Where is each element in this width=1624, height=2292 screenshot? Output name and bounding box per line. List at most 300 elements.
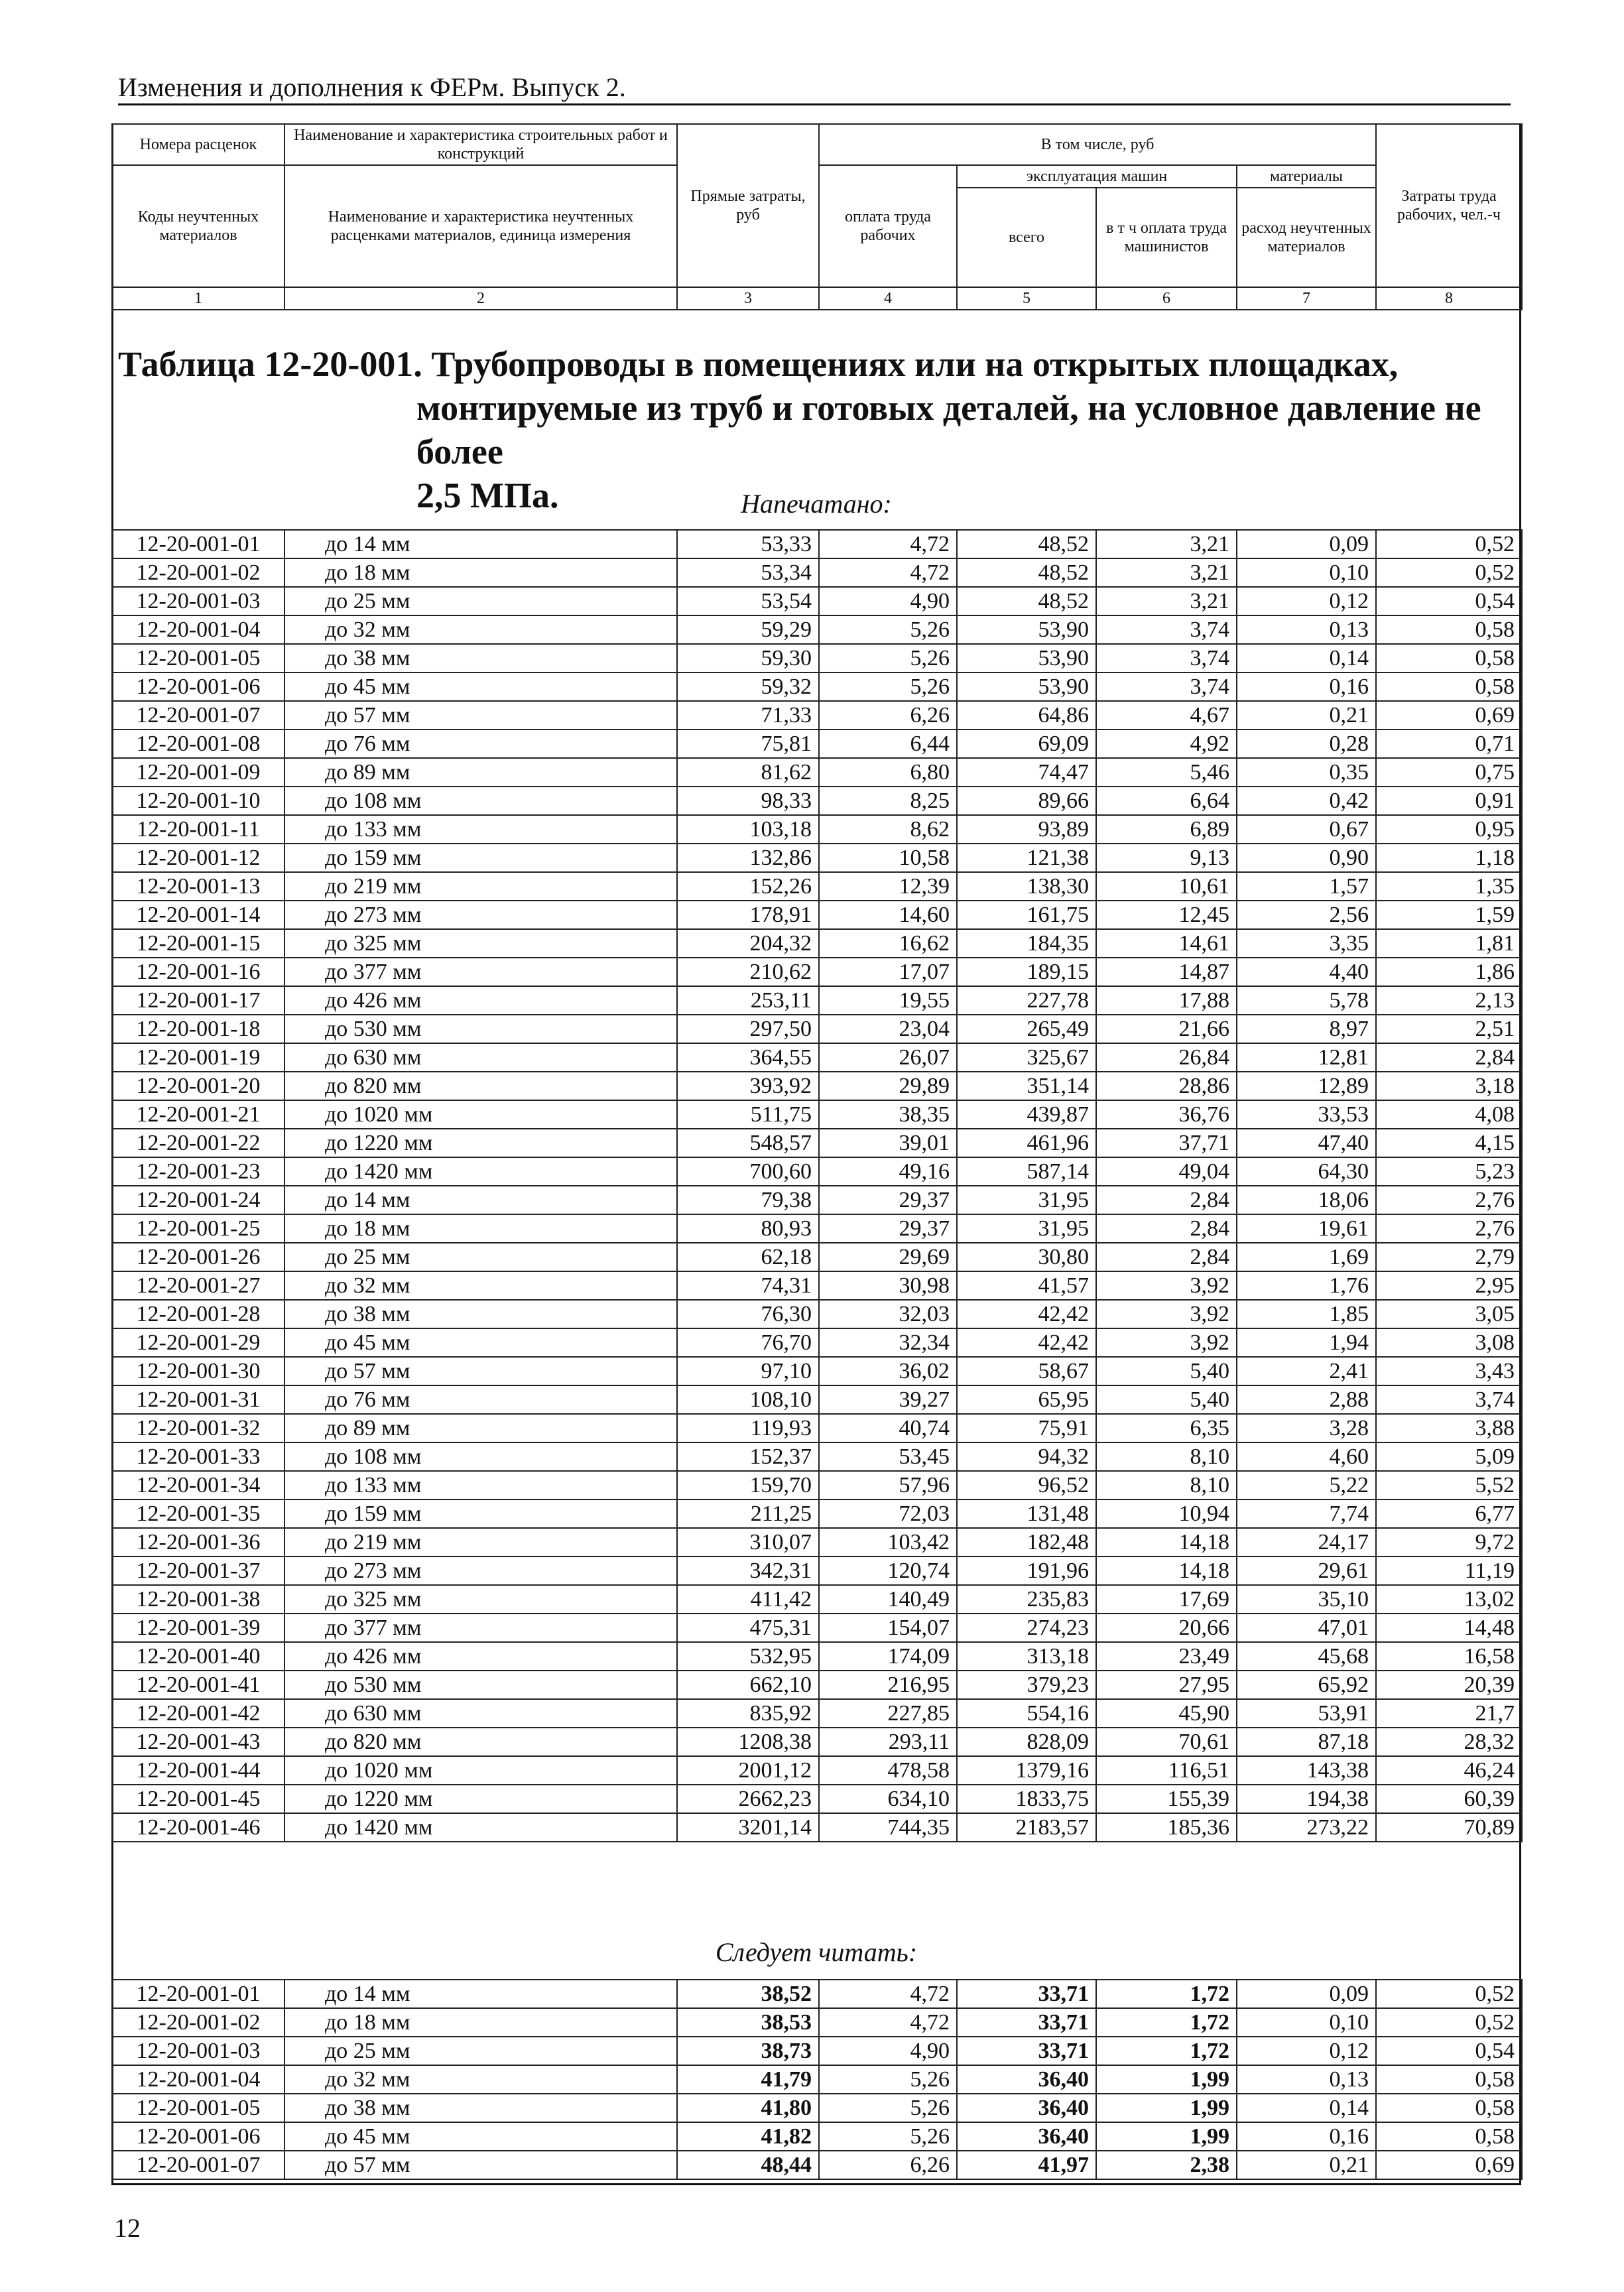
rate-code-cell: 12-20-001-31 — [112, 1385, 284, 1414]
value-cell: 154,07 — [819, 1614, 957, 1642]
value-cell: 5,26 — [819, 2094, 957, 2122]
value-cell: 16,58 — [1376, 1642, 1522, 1671]
value-cell: 9,13 — [1096, 844, 1237, 872]
value-cell: 0,75 — [1376, 758, 1522, 787]
value-cell: 81,62 — [677, 758, 819, 787]
value-cell: 0,16 — [1237, 2122, 1376, 2151]
description-cell: до 630 мм — [284, 1043, 677, 1072]
value-cell: 6,44 — [819, 730, 957, 758]
value-cell: 0,10 — [1237, 2008, 1376, 2037]
column-number-row — [112, 287, 1522, 310]
rate-code-cell: 12-20-001-09 — [112, 758, 284, 787]
value-cell: 5,26 — [819, 672, 957, 701]
col-number: 5 — [957, 287, 1096, 310]
value-cell: 1,59 — [1376, 901, 1522, 929]
value-cell: 48,44 — [677, 2151, 819, 2179]
value-cell: 9,72 — [1376, 1528, 1522, 1557]
description-cell: до 377 мм — [284, 1614, 677, 1642]
value-cell: 29,69 — [819, 1243, 957, 1271]
value-cell: 4,72 — [819, 2008, 957, 2037]
value-cell: 6,77 — [1376, 1499, 1522, 1528]
rate-code-cell: 12-20-001-37 — [112, 1557, 284, 1585]
value-cell: 253,11 — [677, 986, 819, 1015]
value-cell: 475,31 — [677, 1614, 819, 1642]
value-cell: 8,10 — [1096, 1471, 1237, 1499]
col-number: 3 — [677, 287, 819, 310]
value-cell: 0,13 — [1237, 615, 1376, 644]
value-cell: 71,33 — [677, 701, 819, 730]
corrected-rates-table — [111, 1979, 1523, 2180]
value-cell: 41,82 — [677, 2122, 819, 2151]
value-cell: 57,96 — [819, 1471, 957, 1499]
value-cell: 5,22 — [1237, 1471, 1376, 1499]
table-row — [112, 587, 1522, 615]
value-cell: 3,43 — [1376, 1357, 1522, 1385]
value-cell: 59,32 — [677, 672, 819, 701]
value-cell: 2,38 — [1096, 2151, 1237, 2179]
value-cell: 23,49 — [1096, 1642, 1237, 1671]
description-cell: до 38 мм — [284, 2094, 677, 2122]
value-cell: 3,74 — [1376, 1385, 1522, 1414]
value-cell: 155,39 — [1096, 1785, 1237, 1813]
rate-code-cell: 12-20-001-07 — [112, 2151, 284, 2179]
value-cell: 42,42 — [957, 1328, 1096, 1357]
value-cell: 0,71 — [1376, 730, 1522, 758]
value-cell: 12,81 — [1237, 1043, 1376, 1072]
value-cell: 59,29 — [677, 615, 819, 644]
value-cell: 393,92 — [677, 1072, 819, 1100]
value-cell: 14,18 — [1096, 1557, 1237, 1585]
value-cell: 98,33 — [677, 787, 819, 815]
value-cell: 1,72 — [1096, 1980, 1237, 2008]
value-cell: 119,93 — [677, 1414, 819, 1442]
table-row — [112, 730, 1522, 758]
value-cell: 6,26 — [819, 2151, 957, 2179]
col4-header: оплата труда рабочих — [819, 165, 957, 287]
page-number: 12 — [114, 2213, 141, 2243]
value-cell: 121,38 — [957, 844, 1096, 872]
value-cell: 35,10 — [1237, 1585, 1376, 1614]
value-cell: 108,10 — [677, 1385, 819, 1414]
value-cell: 548,57 — [677, 1129, 819, 1157]
running-header: Изменения и дополнения к ФЕРм. Выпуск 2. — [118, 72, 1511, 105]
value-cell: 0,21 — [1237, 2151, 1376, 2179]
description-cell: до 57 мм — [284, 2151, 677, 2179]
description-cell: до 273 мм — [284, 1557, 677, 1585]
value-cell: 0,52 — [1376, 530, 1522, 558]
value-cell: 70,89 — [1376, 1813, 1522, 1842]
value-cell: 33,71 — [957, 2037, 1096, 2065]
value-cell: 1,35 — [1376, 872, 1522, 901]
value-cell: 0,58 — [1376, 2065, 1522, 2094]
value-cell: 3,21 — [1096, 530, 1237, 558]
rate-code-cell: 12-20-001-41 — [112, 1671, 284, 1699]
rate-code-cell: 12-20-001-42 — [112, 1699, 284, 1728]
value-cell: 185,36 — [1096, 1813, 1237, 1842]
value-cell: 8,62 — [819, 815, 957, 844]
rate-code-cell: 12-20-001-08 — [112, 730, 284, 758]
value-cell: 39,27 — [819, 1385, 957, 1414]
description-cell: до 38 мм — [284, 644, 677, 672]
value-cell: 2,95 — [1376, 1271, 1522, 1300]
value-cell: 828,09 — [957, 1728, 1096, 1756]
rate-code-cell: 12-20-001-17 — [112, 986, 284, 1015]
table-row — [112, 1813, 1522, 1842]
table-row — [112, 1471, 1522, 1499]
value-cell: 5,40 — [1096, 1357, 1237, 1385]
rate-code-cell: 12-20-001-16 — [112, 958, 284, 986]
table-row — [112, 758, 1522, 787]
table-row — [112, 701, 1522, 730]
description-cell: до 219 мм — [284, 872, 677, 901]
value-cell: 10,94 — [1096, 1499, 1237, 1528]
table-row — [112, 1785, 1522, 1813]
col7-header: расход неучтенных материалов — [1237, 188, 1376, 287]
rate-code-cell: 12-20-001-01 — [112, 1980, 284, 2008]
value-cell: 21,7 — [1376, 1699, 1522, 1728]
value-cell: 74,31 — [677, 1271, 819, 1300]
value-cell: 17,69 — [1096, 1585, 1237, 1614]
value-cell: 74,47 — [957, 758, 1096, 787]
rate-code-cell: 12-20-001-22 — [112, 1129, 284, 1157]
table-row — [112, 2122, 1522, 2151]
value-cell: 174,09 — [819, 1642, 957, 1671]
table-row — [112, 644, 1522, 672]
value-cell: 38,53 — [677, 2008, 819, 2037]
col5-header: всего — [957, 188, 1096, 287]
rate-code-cell: 12-20-001-12 — [112, 844, 284, 872]
value-cell: 8,97 — [1237, 1015, 1376, 1043]
table-row — [112, 1671, 1522, 1699]
description-cell: до 1220 мм — [284, 1785, 677, 1813]
table-row — [112, 1385, 1522, 1414]
value-cell: 103,18 — [677, 815, 819, 844]
col-number: 8 — [1376, 287, 1522, 310]
col2-top-header: Наименование и характеристика строительных работ и конструкций — [284, 124, 677, 165]
rate-code-cell: 12-20-001-43 — [112, 1728, 284, 1756]
value-cell: 39,01 — [819, 1129, 957, 1157]
value-cell: 32,34 — [819, 1328, 957, 1357]
value-cell: 131,48 — [957, 1499, 1096, 1528]
value-cell: 36,02 — [819, 1357, 957, 1385]
col-number: 6 — [1096, 287, 1237, 310]
value-cell: 1,69 — [1237, 1243, 1376, 1271]
table-row — [112, 1157, 1522, 1186]
value-cell: 161,75 — [957, 901, 1096, 929]
value-cell: 6,35 — [1096, 1414, 1237, 1442]
value-cell: 1,99 — [1096, 2094, 1237, 2122]
value-cell: 5,26 — [819, 644, 957, 672]
value-cell: 48,52 — [957, 587, 1096, 615]
rate-code-cell: 12-20-001-18 — [112, 1015, 284, 1043]
value-cell: 7,74 — [1237, 1499, 1376, 1528]
value-cell: 3,35 — [1237, 929, 1376, 958]
value-cell: 265,49 — [957, 1015, 1096, 1043]
value-cell: 0,52 — [1376, 558, 1522, 587]
value-cell: 143,38 — [1237, 1756, 1376, 1785]
value-cell: 273,22 — [1237, 1813, 1376, 1842]
rate-code-cell: 12-20-001-05 — [112, 2094, 284, 2122]
value-cell: 0,58 — [1376, 644, 1522, 672]
rate-code-cell: 12-20-001-15 — [112, 929, 284, 958]
col1-top-header: Номера расценок — [112, 124, 284, 165]
table-row — [112, 2008, 1522, 2037]
value-cell: 379,23 — [957, 1671, 1096, 1699]
rate-code-cell: 12-20-001-01 — [112, 530, 284, 558]
value-cell: 38,35 — [819, 1100, 957, 1129]
value-cell: 58,67 — [957, 1357, 1096, 1385]
value-cell: 194,38 — [1237, 1785, 1376, 1813]
description-cell: до 76 мм — [284, 730, 677, 758]
value-cell: 5,23 — [1376, 1157, 1522, 1186]
rate-code-cell: 12-20-001-06 — [112, 672, 284, 701]
value-cell: 3201,14 — [677, 1813, 819, 1842]
value-cell: 0,69 — [1376, 2151, 1522, 2179]
value-cell: 53,90 — [957, 672, 1096, 701]
description-cell: до 820 мм — [284, 1072, 677, 1100]
value-cell: 1379,16 — [957, 1756, 1096, 1785]
value-cell: 5,78 — [1237, 986, 1376, 1015]
value-cell: 19,55 — [819, 986, 957, 1015]
value-cell: 0,58 — [1376, 615, 1522, 644]
value-cell: 32,03 — [819, 1300, 957, 1328]
value-cell: 28,32 — [1376, 1728, 1522, 1756]
rate-code-cell: 12-20-001-29 — [112, 1328, 284, 1357]
value-cell: 20,39 — [1376, 1671, 1522, 1699]
table-row — [112, 1186, 1522, 1214]
description-cell: до 1020 мм — [284, 1100, 677, 1129]
description-cell: до 14 мм — [284, 1980, 677, 2008]
value-cell: 3,74 — [1096, 615, 1237, 644]
table-row — [112, 1015, 1522, 1043]
value-cell: 2,79 — [1376, 1243, 1522, 1271]
value-cell: 1,99 — [1096, 2122, 1237, 2151]
value-cell: 41,57 — [957, 1271, 1096, 1300]
value-cell: 14,48 — [1376, 1614, 1522, 1642]
description-cell: до 25 мм — [284, 2037, 677, 2065]
value-cell: 3,92 — [1096, 1328, 1237, 1357]
value-cell: 0,42 — [1237, 787, 1376, 815]
rate-code-cell: 12-20-001-33 — [112, 1442, 284, 1471]
value-cell: 8,10 — [1096, 1442, 1237, 1471]
value-cell: 33,71 — [957, 2008, 1096, 2037]
value-cell: 4,72 — [819, 558, 957, 587]
value-cell: 4,92 — [1096, 730, 1237, 758]
value-cell: 20,66 — [1096, 1614, 1237, 1642]
value-cell: 0,10 — [1237, 558, 1376, 587]
rate-code-cell: 12-20-001-10 — [112, 787, 284, 815]
value-cell: 152,26 — [677, 872, 819, 901]
rate-code-cell: 12-20-001-34 — [112, 1471, 284, 1499]
rate-code-cell: 12-20-001-45 — [112, 1785, 284, 1813]
value-cell: 0,91 — [1376, 787, 1522, 815]
value-cell: 14,60 — [819, 901, 957, 929]
description-cell: до 25 мм — [284, 587, 677, 615]
value-cell: 204,32 — [677, 929, 819, 958]
description-cell: до 76 мм — [284, 1385, 677, 1414]
value-cell: 5,52 — [1376, 1471, 1522, 1499]
value-cell: 2,56 — [1237, 901, 1376, 929]
value-cell: 33,71 — [957, 1980, 1096, 2008]
value-cell: 2,41 — [1237, 1357, 1376, 1385]
value-cell: 4,90 — [819, 2037, 957, 2065]
rate-code-cell: 12-20-001-19 — [112, 1043, 284, 1072]
value-cell: 36,76 — [1096, 1100, 1237, 1129]
value-cell: 29,89 — [819, 1072, 957, 1100]
description-cell: до 325 мм — [284, 929, 677, 958]
value-cell: 3,05 — [1376, 1300, 1522, 1328]
col1-bottom-header: Коды неучтенных материалов — [112, 165, 284, 287]
rate-code-cell: 12-20-001-21 — [112, 1100, 284, 1129]
description-cell: до 18 мм — [284, 558, 677, 587]
value-cell: 1,81 — [1376, 929, 1522, 958]
value-cell: 274,23 — [957, 1614, 1096, 1642]
value-cell: 1,99 — [1096, 2065, 1237, 2094]
description-cell: до 325 мм — [284, 1585, 677, 1614]
value-cell: 47,01 — [1237, 1614, 1376, 1642]
value-cell: 1833,75 — [957, 1785, 1096, 1813]
value-cell: 53,33 — [677, 530, 819, 558]
description-cell: до 377 мм — [284, 958, 677, 986]
value-cell: 342,31 — [677, 1557, 819, 1585]
value-cell: 2,51 — [1376, 1015, 1522, 1043]
value-cell: 0,54 — [1376, 587, 1522, 615]
rate-code-cell: 12-20-001-11 — [112, 815, 284, 844]
table-row — [112, 815, 1522, 844]
value-cell: 96,52 — [957, 1471, 1096, 1499]
value-cell: 2183,57 — [957, 1813, 1096, 1842]
value-cell: 3,74 — [1096, 672, 1237, 701]
value-cell: 23,04 — [819, 1015, 957, 1043]
value-cell: 3,21 — [1096, 558, 1237, 587]
value-cell: 1208,38 — [677, 1728, 819, 1756]
description-cell: до 89 мм — [284, 1414, 677, 1442]
table-row — [112, 1300, 1522, 1328]
value-cell: 29,61 — [1237, 1557, 1376, 1585]
value-cell: 478,58 — [819, 1756, 957, 1785]
rate-code-cell: 12-20-001-04 — [112, 615, 284, 644]
value-cell: 4,15 — [1376, 1129, 1522, 1157]
value-cell: 5,26 — [819, 2122, 957, 2151]
table-row — [112, 929, 1522, 958]
value-cell: 0,14 — [1237, 644, 1376, 672]
value-cell: 351,14 — [957, 1072, 1096, 1100]
value-cell: 6,80 — [819, 758, 957, 787]
value-cell: 64,86 — [957, 701, 1096, 730]
table-row — [112, 1756, 1522, 1785]
col-number: 2 — [284, 287, 677, 310]
table-row — [112, 872, 1522, 901]
description-cell: до 1420 мм — [284, 1813, 677, 1842]
description-cell: до 219 мм — [284, 1528, 677, 1557]
value-cell: 5,09 — [1376, 1442, 1522, 1471]
description-cell: до 820 мм — [284, 1728, 677, 1756]
value-cell: 0,95 — [1376, 815, 1522, 844]
value-cell: 0,12 — [1237, 2037, 1376, 2065]
description-cell: до 426 мм — [284, 986, 677, 1015]
value-cell: 47,40 — [1237, 1129, 1376, 1157]
value-cell: 53,34 — [677, 558, 819, 587]
description-cell: до 25 мм — [284, 1243, 677, 1271]
value-cell: 31,95 — [957, 1214, 1096, 1243]
table-row — [112, 1499, 1522, 1528]
value-cell: 3,88 — [1376, 1414, 1522, 1442]
value-cell: 0,14 — [1237, 2094, 1376, 2122]
value-cell: 53,91 — [1237, 1699, 1376, 1728]
value-cell: 60,39 — [1376, 1785, 1522, 1813]
value-cell: 1,57 — [1237, 872, 1376, 901]
value-cell: 80,93 — [677, 1214, 819, 1243]
table-row — [112, 1528, 1522, 1557]
value-cell: 10,61 — [1096, 872, 1237, 901]
value-cell: 94,32 — [957, 1442, 1096, 1471]
rate-code-cell: 12-20-001-25 — [112, 1214, 284, 1243]
description-cell: до 32 мм — [284, 615, 677, 644]
group-header: В том числе, руб — [819, 124, 1376, 165]
value-cell: 0,52 — [1376, 1980, 1522, 2008]
value-cell: 4,08 — [1376, 1100, 1522, 1129]
value-cell: 0,35 — [1237, 758, 1376, 787]
value-cell: 97,10 — [677, 1357, 819, 1385]
value-cell: 0,28 — [1237, 730, 1376, 758]
value-cell: 65,95 — [957, 1385, 1096, 1414]
table-row — [112, 1214, 1522, 1243]
table-row — [112, 2065, 1522, 2094]
col6-header: в т ч оплата труда машинистов — [1096, 188, 1237, 287]
value-cell: 2,76 — [1376, 1186, 1522, 1214]
value-cell: 211,25 — [677, 1499, 819, 1528]
value-cell: 14,61 — [1096, 929, 1237, 958]
value-cell: 2,84 — [1096, 1186, 1237, 1214]
value-cell: 0,09 — [1237, 530, 1376, 558]
description-cell: до 32 мм — [284, 2065, 677, 2094]
value-cell: 3,18 — [1376, 1072, 1522, 1100]
value-cell: 3,28 — [1237, 1414, 1376, 1442]
description-cell: до 38 мм — [284, 1300, 677, 1328]
value-cell: 120,74 — [819, 1557, 957, 1585]
value-cell: 1,72 — [1096, 2008, 1237, 2037]
value-cell: 0,52 — [1376, 2008, 1522, 2037]
description-cell: до 159 мм — [284, 844, 677, 872]
value-cell: 48,52 — [957, 530, 1096, 558]
value-cell: 0,58 — [1376, 2122, 1522, 2151]
value-cell: 3,08 — [1376, 1328, 1522, 1357]
value-cell: 235,83 — [957, 1585, 1096, 1614]
description-cell: до 18 мм — [284, 1214, 677, 1243]
value-cell: 0,54 — [1376, 2037, 1522, 2065]
value-cell: 744,35 — [819, 1813, 957, 1842]
value-cell: 189,15 — [957, 958, 1096, 986]
value-cell: 132,86 — [677, 844, 819, 872]
value-cell: 4,90 — [819, 587, 957, 615]
value-cell: 40,74 — [819, 1414, 957, 1442]
value-cell: 24,17 — [1237, 1528, 1376, 1557]
table-row — [112, 2151, 1522, 2179]
value-cell: 313,18 — [957, 1642, 1096, 1671]
description-cell: до 14 мм — [284, 1186, 677, 1214]
description-cell: до 32 мм — [284, 1271, 677, 1300]
value-cell: 89,66 — [957, 787, 1096, 815]
value-cell: 29,37 — [819, 1186, 957, 1214]
description-cell: до 273 мм — [284, 901, 677, 929]
value-cell: 49,16 — [819, 1157, 957, 1186]
value-cell: 14,87 — [1096, 958, 1237, 986]
value-cell: 8,25 — [819, 787, 957, 815]
value-cell: 0,21 — [1237, 701, 1376, 730]
value-cell: 76,70 — [677, 1328, 819, 1357]
value-cell: 662,10 — [677, 1671, 819, 1699]
col-number: 7 — [1237, 287, 1376, 310]
